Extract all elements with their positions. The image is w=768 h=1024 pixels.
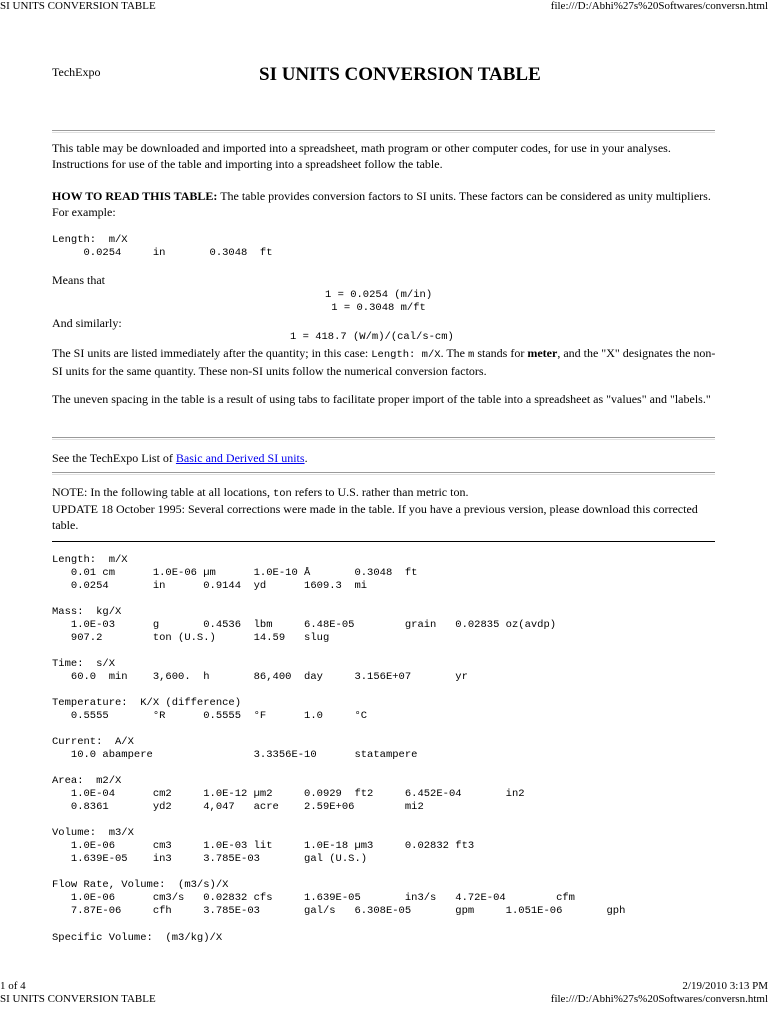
how-to-text: The table provides conversion factors to SI units. These factors can be considered as unity multipliers. For example: bbox=[52, 189, 711, 219]
and-similarly-label: And similarly: bbox=[52, 316, 122, 330]
table-section-specific-volume: Specific Volume: (m3/kg)/X bbox=[52, 932, 223, 944]
next-page-header-url: file:///D:/Abhi%27s%20Softwares/conversn.html bbox=[550, 993, 768, 1005]
si-code-length: Length: m/X bbox=[371, 349, 441, 361]
how-to-label: HOW TO READ THIS TABLE: bbox=[52, 189, 218, 203]
table-section-area: Area: m2/X 1.0E-04 cm2 1.0E-12 µm2 0.0929 ft2 6.452E-04 in2 0.8361 yd2 4,047 acre 2.59E+06 mi2 bbox=[52, 775, 525, 813]
print-header-title: SI UNITS CONVERSION TABLE bbox=[0, 0, 156, 12]
page-title: SI UNITS CONVERSION TABLE bbox=[259, 64, 541, 85]
print-footer-page: 1 of 4 bbox=[0, 980, 26, 992]
means-equation-1: 1 = 0.0254 (m/in) bbox=[325, 289, 433, 301]
print-header-url: file:///D:/Abhi%27s%20Softwares/conversn.html bbox=[550, 0, 768, 12]
next-page-header-title: SI UNITS CONVERSION TABLE bbox=[0, 993, 156, 1005]
note-text-a: NOTE: In the following table at all locations, bbox=[52, 485, 273, 499]
divider bbox=[52, 472, 715, 475]
table-section-volume: Volume: m3/X 1.0E-06 cm3 1.0E-03 lit 1.0E-18 µm3 0.02832 ft3 1.639E-05 in3 3.785E-03 gal (U.S.) bbox=[52, 827, 475, 865]
si-code-m: m bbox=[468, 349, 475, 361]
how-to-paragraph bbox=[52, 188, 716, 220]
table-section-flow-rate-volume: Flow Rate, Volume: (m3/s)/X 1.0E-06 cm3/s 0.02832 cfs 1.639E-05 in3/s 4.72E-04 cfm 7.87E-06 cfh 3.785E-03 gal/s 6.308E-05 gpm 1.051E-06 gph bbox=[52, 879, 626, 917]
si-text-c: stands for bbox=[474, 346, 528, 360]
see-also-prefix: See the TechExpo List of bbox=[52, 451, 176, 465]
table-section-time: Time: s/X 60.0 min 3,600. h 86,400 day 3.156E+07 yr bbox=[52, 658, 468, 683]
means-that-label: Means that bbox=[52, 273, 105, 287]
example-block: Length: m/X 0.0254 in 0.3048 ft bbox=[52, 234, 273, 259]
intro-paragraph: This table may be downloaded and imported into a spreadsheet, math program or other computer codes, for use in your analyses. Instructions for use of the table and importing into a spreadsheet follow the table. bbox=[52, 141, 671, 171]
note-text-b: refers to U.S. rather than metric ton. bbox=[291, 485, 469, 499]
spacing-paragraph: The uneven spacing in the table is a result of using tabs to facilitate proper import of the table into a spreadsheet as "values" and "labels." bbox=[52, 392, 711, 406]
table-section-temperature: Temperature: K/X (difference) 0.5555 °R 0.5555 °F 1.0 °C bbox=[52, 697, 368, 722]
similar-equation: 1 = 418.7 (W/m)/(cal/s-cm) bbox=[290, 331, 454, 343]
divider bbox=[52, 130, 715, 133]
si-text-a: The SI units are listed immediately after the quantity; in this case: bbox=[52, 346, 372, 360]
si-text-d: , and the "X" designates the non-SI units for the same quantity. These non-SI units follow the numerical conversion factors. bbox=[52, 346, 716, 378]
note-code-ton: ton bbox=[272, 488, 292, 500]
si-text-b: . The bbox=[440, 346, 469, 360]
see-also-line bbox=[52, 450, 716, 466]
si-units-paragraph bbox=[52, 345, 716, 379]
print-footer-datetime: 2/19/2010 3:13 PM bbox=[682, 980, 768, 992]
update-paragraph: UPDATE 18 October 1995: Several corrections were made in the table. If you have a previous version, please download this corrected table. bbox=[52, 502, 698, 532]
si-bold-meter: meter bbox=[527, 346, 558, 360]
means-equation-2: 1 = 0.3048 m/ft bbox=[325, 302, 426, 314]
divider bbox=[52, 541, 715, 542]
table-section-mass: Mass: kg/X 1.0E-03 g 0.4536 lbm 6.48E-05 grain 0.02835 oz(avdp) 907.2 ton (U.S.) 14.59 slug bbox=[52, 606, 557, 644]
table-section-length: Length: m/X 0.01 cm 1.0E-06 µm 1.0E-10 Å 0.3048 ft 0.0254 in 0.9144 yd 1609.3 mi bbox=[52, 554, 418, 592]
see-also-suffix: . bbox=[304, 451, 308, 465]
brand-name: TechExpo bbox=[52, 65, 101, 79]
divider bbox=[52, 437, 715, 440]
note-line bbox=[52, 484, 716, 502]
table-section-current: Current: A/X 10.0 abampere 3.3356E-10 statampere bbox=[52, 736, 418, 761]
basic-derived-si-units-link[interactable]: Basic and Derived SI units bbox=[175, 451, 305, 465]
